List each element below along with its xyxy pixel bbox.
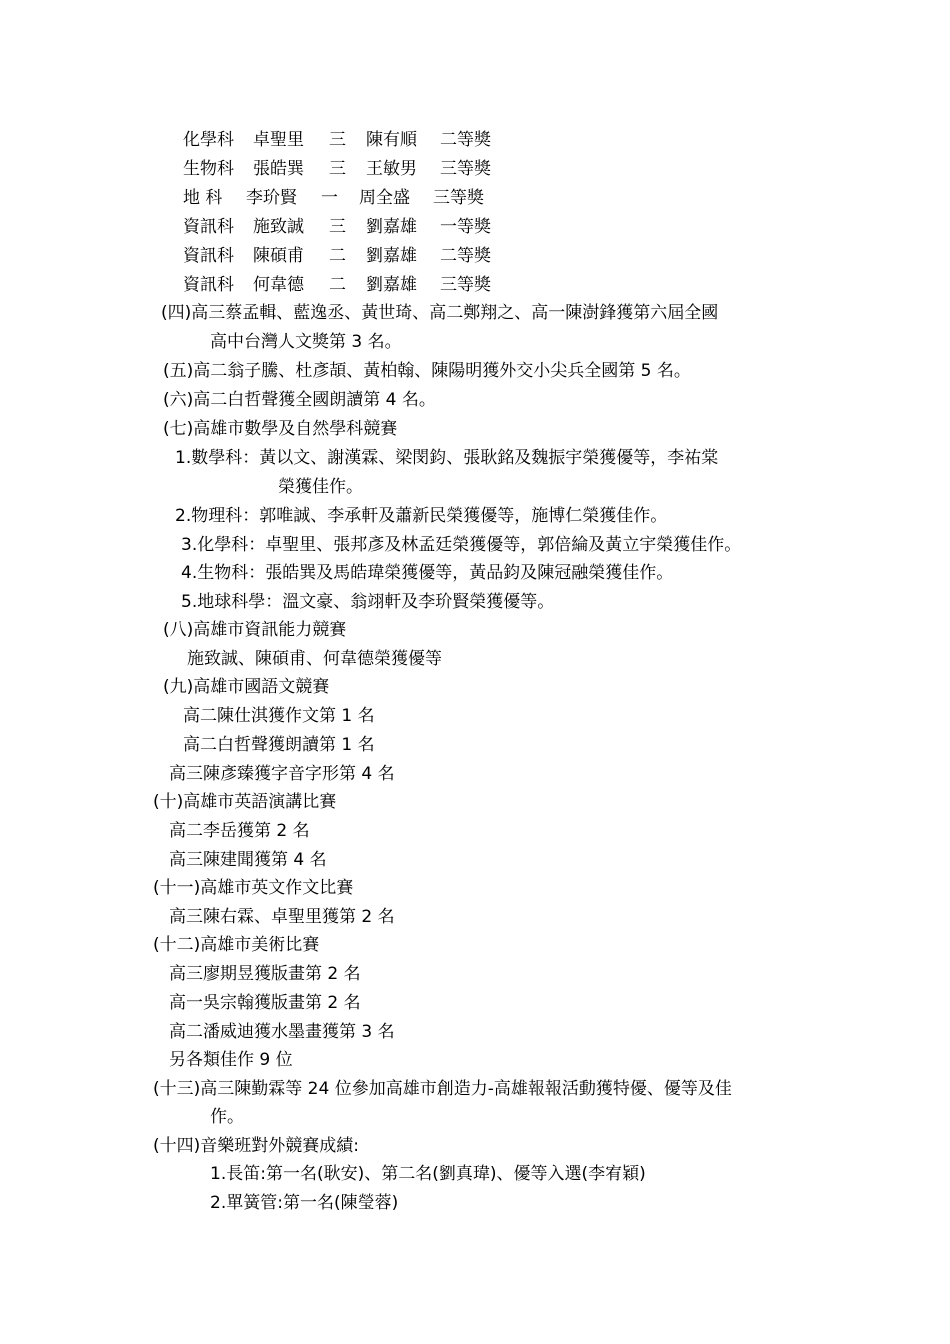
award-grade: 二 <box>329 275 346 295</box>
award-level: 一等獎 <box>440 217 491 237</box>
list-item: 高一吳宗翰獲版畫第 2 名 <box>169 993 361 1013</box>
award-teacher: 劉嘉雄 <box>366 275 417 295</box>
award-student: 陳碩甫 <box>253 246 304 266</box>
award-level: 三等獎 <box>440 159 491 179</box>
award-level: 三等獎 <box>433 188 484 208</box>
section-heading: (十四)音樂班對外競賽成績: <box>153 1136 359 1156</box>
award-grade: 三 <box>329 159 346 179</box>
award-level: 三等獎 <box>440 275 491 295</box>
award-teacher: 周全盛 <box>359 188 410 208</box>
award-student: 張皓巽 <box>253 159 304 179</box>
section-heading: (五)高二翁子騰、杜彥頡、黃柏翰、陳陽明獲外交小尖兵全國第 5 名。 <box>163 361 691 381</box>
list-item: 高二潘威迪獲水墨畫獲第 3 名 <box>169 1022 395 1042</box>
award-grade: 一 <box>321 188 338 208</box>
section-heading: (十一)高雄市英文作文比賽 <box>153 878 354 898</box>
section-heading: (四)高三蔡孟輯、藍逸丞、黃世琦、高二鄭翔之、高一陳澍鋒獲第六屆全國 <box>161 303 719 323</box>
paragraph-continuation: 高中台灣人文獎第 3 名。 <box>210 332 402 352</box>
award-student: 施致誠 <box>253 217 304 237</box>
award-subject: 化學科 <box>183 130 234 150</box>
award-subject: 生物科 <box>183 159 234 179</box>
section-heading: (十二)高雄市美術比賽 <box>153 935 320 955</box>
list-item: 2.單簧管:第一名(陳瑩蓉) <box>210 1193 399 1213</box>
award-grade: 二 <box>329 246 346 266</box>
list-item: 高二李岳獲第 2 名 <box>169 821 310 841</box>
section-heading: (十三)高三陳勤霖等 24 位參加高雄市創造力-高雄報報活動獲特優、優等及佳 <box>153 1079 732 1099</box>
award-teacher: 劉嘉雄 <box>366 217 417 237</box>
list-item: 高三陳右霖、卓聖里獲第 2 名 <box>169 907 395 927</box>
award-student: 何韋德 <box>253 275 304 295</box>
award-level: 二等獎 <box>440 130 491 150</box>
award-level: 二等獎 <box>440 246 491 266</box>
award-teacher: 陳有順 <box>366 130 417 150</box>
list-item: 2.物理科：郭唯誠、李承軒及蕭新民榮獲優等，施博仁榮獲佳作。 <box>175 506 668 526</box>
list-item: 5.地球科學：溫文豪、翁翊軒及李玠賢榮獲優等。 <box>181 592 555 612</box>
section-heading: (七)高雄市數學及自然學科競賽 <box>163 419 398 439</box>
award-teacher: 劉嘉雄 <box>366 246 417 266</box>
paragraph-continuation: 作。 <box>210 1107 244 1127</box>
list-item: 施致誠、陳碩甫、何韋德榮獲優等 <box>187 649 442 669</box>
section-heading: (十)高雄市英語演講比賽 <box>153 792 337 812</box>
award-subject: 資訊科 <box>183 275 234 295</box>
section-heading: (六)高二白哲聲獲全國朗讀第 4 名。 <box>163 390 436 410</box>
list-item: 4.生物科：張皓巽及馬皓瑋榮獲優等，黃品鈞及陳冠融榮獲佳作。 <box>181 563 674 583</box>
list-item: 3.化學科：卓聖里、張邦彥及林孟廷榮獲優等，郭倍綸及黃立宇榮獲佳作。 <box>181 535 742 555</box>
paragraph-continuation: 榮獲佳作。 <box>278 477 363 497</box>
award-student: 李玠賢 <box>246 188 297 208</box>
award-subject: 資訊科 <box>183 217 234 237</box>
award-grade: 三 <box>329 130 346 150</box>
list-item: 高三陳彥臻獲字音字形第 4 名 <box>169 764 395 784</box>
list-item: 高二白哲聲獲朗讀第 1 名 <box>183 735 375 755</box>
section-heading: (九)高雄市國語文競賽 <box>163 677 330 697</box>
list-item: 高二陳仕淇獲作文第 1 名 <box>183 706 375 726</box>
award-teacher: 王敏男 <box>366 159 417 179</box>
list-item: 1.數學科：黃以文、謝漢霖、梁閔鈞、張耿銘及魏振宇榮獲優等，李祐棠 <box>175 448 719 468</box>
award-subject: 資訊科 <box>183 246 234 266</box>
list-item: 另各類佳作 9 位 <box>169 1050 293 1070</box>
award-grade: 三 <box>329 217 346 237</box>
list-item: 高三廖期昱獲版畫第 2 名 <box>169 964 361 984</box>
list-item: 1.長笛:第一名(耿安)、第二名(劉真瑋)、優等入選(李宥穎) <box>210 1164 646 1184</box>
award-student: 卓聖里 <box>253 130 304 150</box>
section-heading: (八)高雄市資訊能力競賽 <box>163 620 347 640</box>
list-item: 高三陳建聞獲第 4 名 <box>169 850 327 870</box>
award-subject: 地 科 <box>183 188 223 208</box>
